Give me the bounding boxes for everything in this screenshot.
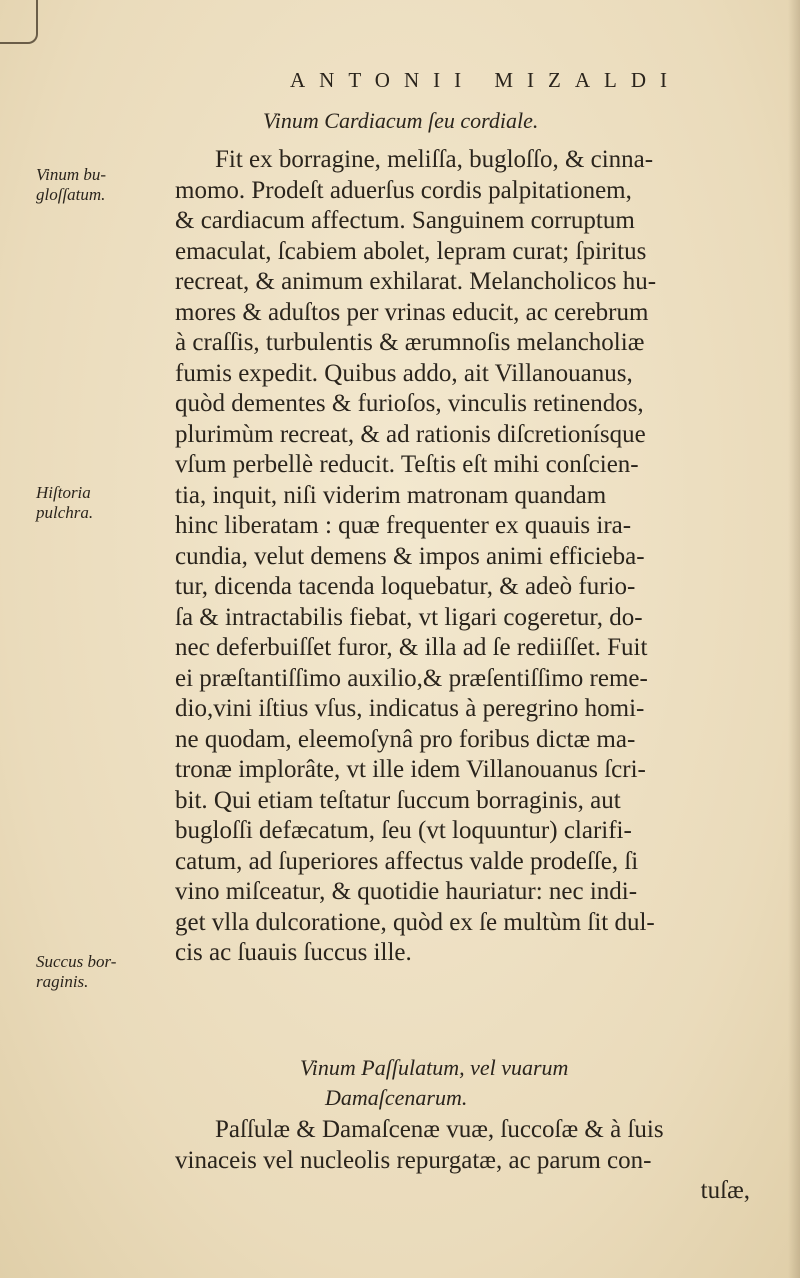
text-line: dio,vini iſtius vſus, indicatus à peregrino homi-	[175, 695, 645, 722]
text-line: hinc liberatam : quæ frequenter ex quauis ira-	[175, 512, 632, 539]
text-line: recreat, & animum exhilarat. Melancholicos hu-	[175, 268, 657, 295]
text-line: emaculat, ſcabiem abolet, lepram curat; ſpiritus	[175, 237, 647, 265]
page-edge-shadow	[788, 0, 800, 1278]
text-line: Paſſulæ & Damaſcenæ vuæ, ſuccoſæ & à ſuis	[215, 1116, 664, 1143]
text-line: Fit ex borragine, meliſſa, bugloſſo, & cinna-	[215, 146, 654, 173]
body-paragraph-2	[175, 1115, 775, 1207]
text-line: catum, ad ſuperiores affectus valde prodeſſe, ſi	[175, 847, 639, 875]
text-line: cis ac ſuauis ſuccus ille.	[175, 939, 412, 966]
text-line: ei præſtantiſſimo auxilio,& præſentiſſimo reme-	[175, 664, 648, 692]
text-line: cundia, velut demens & impos animi efficieba-	[175, 542, 645, 570]
margin-note-line: pulchra.	[36, 503, 94, 522]
text-line: tia, inquit, niſi viderim matronam quandam	[175, 481, 607, 509]
text-line: mores & aduſtos per vrinas educit, ac cerebrum	[175, 298, 649, 326]
text-line: ſa & intractabilis fiebat, vt ligari cogeretur, do-	[175, 603, 643, 631]
running-head: ANTONII MIZALDI	[290, 68, 681, 92]
page-corner-mark	[0, 0, 38, 44]
margin-note-line: raginis.	[36, 972, 89, 991]
margin-note-line: Succus bor-	[36, 952, 117, 971]
text-line: bit. Qui etiam teſtatur ſuccum borraginis, aut	[175, 786, 621, 814]
text-line: vinaceis vel nucleolis repurgatæ, ac parum con-	[175, 1146, 652, 1174]
section-title-passulatum: Vinum Paſſulatum, vel vuarum	[300, 1055, 569, 1080]
text-line: vino miſceatur, & quotidie hauriatur: nec indi-	[175, 878, 638, 905]
text-line: vſum perbellè reducit. Teſtis eſt mihi conſcien-	[175, 451, 639, 478]
text-line: tur, dicenda tacenda loquebatur, & adeò furio-	[175, 573, 636, 600]
text-line: get vlla dulcoratione, quòd ex ſe multùm ſit dul-	[175, 908, 655, 936]
text-line: à craſſis, turbulentis & ærumnoſis melancholiæ	[175, 329, 645, 356]
text-line: tronæ implorâte, vt ille idem Villanouanus ſcri-	[175, 756, 646, 783]
text-line: & cardiacum affectum. Sanguinem corruptum	[175, 207, 635, 234]
text-line: quòd dementes & furioſos, vinculis retinendos,	[175, 390, 644, 417]
text-line: plurimùm recreat, & ad rationis diſcretionísque	[175, 420, 646, 448]
text-line: ne quodam, eleemoſynâ pro foribus dictæ ma-	[175, 725, 636, 753]
text-line: fumis expedit. Quibus addo, ait Villanouanus,	[175, 359, 633, 387]
margin-note-line: gloſſatum.	[36, 185, 106, 204]
margin-note-line: Hiſtoria	[36, 483, 91, 502]
catchword: tuſæ,	[700, 1177, 750, 1204]
body-paragraph-1	[175, 145, 775, 969]
margin-note-historia	[36, 483, 171, 523]
section-title-passulatum-cont: Damaſcenarum.	[325, 1085, 468, 1110]
text-line: nec deferbuiſſet furor, & illa ad ſe rediiſſet. Fuit	[175, 634, 648, 661]
margin-note-line: Vinum bu-	[36, 165, 107, 184]
text-line: bugloſſi defæcatum, ſeu (vt loquuntur) clarifi-	[175, 817, 632, 844]
margin-note-succus	[36, 952, 171, 992]
margin-note-buglossatum	[36, 165, 171, 205]
text-line: momo. Prodeſt aduerſus cordis palpitationem,	[175, 176, 632, 204]
section-title-cardiacum: Vinum Cardiacum ſeu cordiale.	[263, 108, 539, 133]
